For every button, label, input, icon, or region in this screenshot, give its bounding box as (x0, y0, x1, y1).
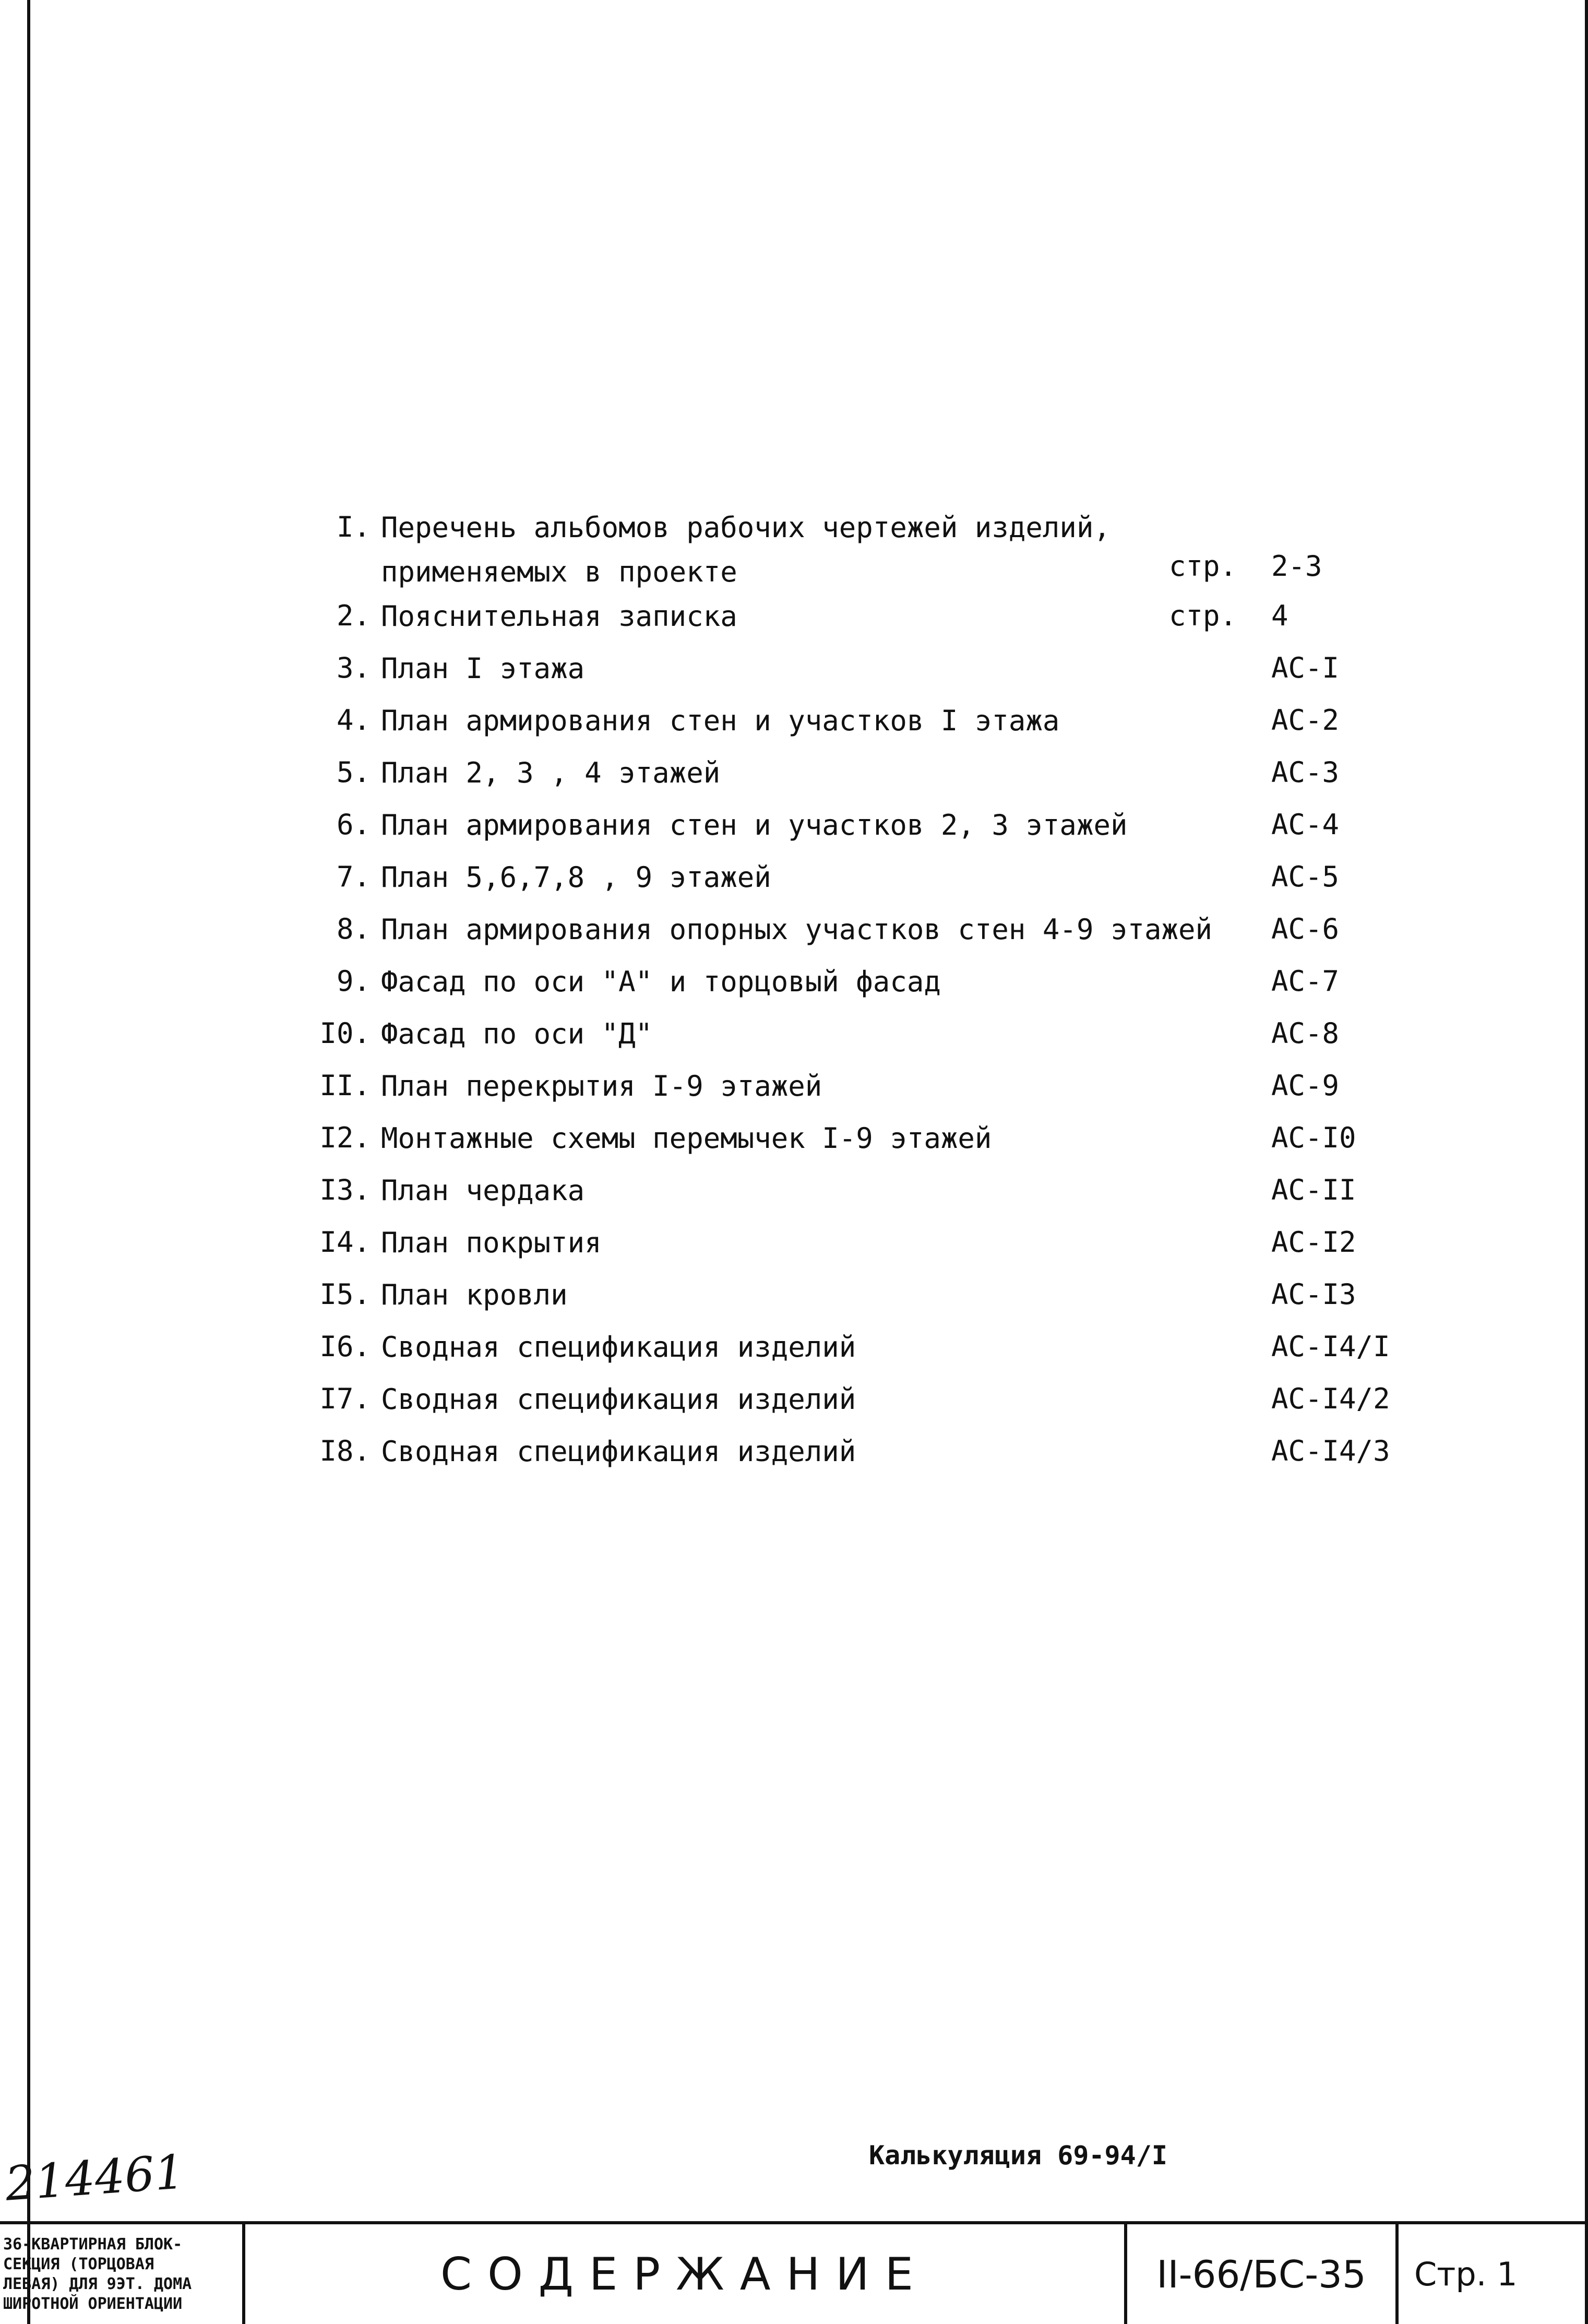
toc-row (292, 903, 1414, 955)
sheet-title: СОДЕРЖАНИЕ (245, 2224, 1127, 2324)
toc-number: 3. (336, 651, 371, 684)
toc-sheet-code: 4 (1271, 599, 1288, 632)
toc-sheet-code: АС-I (1271, 651, 1340, 684)
toc-row (292, 1425, 1414, 1477)
toc-row (292, 851, 1414, 903)
page-number: Стр. 1 (1414, 2255, 1518, 2293)
toc-page-prefix: стр. (1169, 599, 1237, 632)
toc-sheet-code: АС-7 (1271, 965, 1340, 998)
toc-number: 9. (336, 965, 371, 998)
toc-number: I3. (319, 1173, 371, 1206)
toc-row (292, 1112, 1414, 1164)
toc-row (292, 799, 1414, 851)
toc-row (292, 642, 1414, 694)
document-number: II-66/БС-35 (1127, 2224, 1399, 2324)
toc-sheet-code: АС-I2 (1271, 1226, 1356, 1259)
toc-title: Монтажные схемы перемычек I-9 этажей (381, 1122, 992, 1155)
toc-title: Сводная спецификация изделий (381, 1383, 856, 1416)
description-line: СЕКЦИЯ (ТОРЦОВАЯ (3, 2255, 154, 2273)
toc-title: Перечень альбомов рабочих чертежей изделий, применяемых в проекте (381, 511, 1111, 588)
toc-title: Фасад по оси "А" и торцовый фасад (381, 965, 941, 998)
toc-sheet-code: АС-4 (1271, 808, 1340, 841)
toc-row (292, 590, 1414, 642)
toc-number: I4. (319, 1226, 371, 1259)
toc-sheet-code: АС-3 (1271, 756, 1340, 789)
toc-sheet-code: АС-II (1271, 1173, 1356, 1206)
description-line: ШИРОТНОЙ ОРИЕНТАЦИИ (3, 2294, 183, 2313)
toc-row (292, 1007, 1414, 1060)
toc-title: План чердака (381, 1174, 585, 1207)
toc-number: I6. (319, 1330, 371, 1363)
description-line: 36-КВАРТИРНАЯ БЛОК- (3, 2235, 183, 2254)
handwritten-number: 214461 (3, 2144, 186, 2212)
toc-title: План кровли (381, 1278, 568, 1311)
toc-number: 6. (336, 808, 371, 841)
toc-sheet-code: АС-9 (1271, 1069, 1340, 1102)
toc-row (292, 694, 1414, 746)
toc-title: План 2, 3 , 4 этажей (381, 756, 721, 789)
toc-row (292, 1373, 1414, 1425)
toc-sheet-code: АС-I3 (1271, 1278, 1356, 1311)
toc-title: План покрытия (381, 1226, 602, 1259)
toc-number: 8. (336, 912, 371, 945)
toc-number: I8. (319, 1434, 371, 1467)
description-line: ЛЕВАЯ) ДЛЯ 9ЭТ. ДОМА (3, 2274, 192, 2293)
toc-row (292, 501, 1414, 590)
toc-number: I7. (319, 1382, 371, 1415)
toc-sheet-code: АС-6 (1271, 912, 1340, 945)
toc-row (292, 1060, 1414, 1112)
toc-title: План перекрытия I-9 этажей (381, 1070, 822, 1102)
toc-number: I2. (319, 1121, 371, 1154)
toc-page-prefix: стр. (1169, 550, 1237, 583)
toc-sheet-code: 2-3 (1271, 550, 1322, 583)
table-of-contents (292, 501, 1414, 1477)
toc-title: План I этажа (381, 652, 585, 685)
toc-title: План армирования опорных участков стен 4-9 этажей (381, 913, 1213, 946)
toc-sheet-code: АС-I0 (1271, 1121, 1356, 1154)
toc-number: II. (319, 1069, 371, 1102)
toc-title: План армирования стен и участков I этажа (381, 704, 1060, 737)
toc-row (292, 1164, 1414, 1216)
toc-sheet-code: АС-I4/2 (1271, 1382, 1390, 1415)
toc-row (292, 955, 1414, 1007)
toc-title: Пояснительная записка (381, 600, 737, 633)
toc-sheet-code: АС-2 (1271, 704, 1340, 737)
project-description (0, 2224, 245, 2324)
toc-sheet-code: АС-8 (1271, 1017, 1340, 1050)
toc-number: I5. (319, 1278, 371, 1311)
toc-title: План 5,6,7,8 , 9 этажей (381, 861, 771, 894)
toc-number: I0. (319, 1017, 371, 1050)
title-block (0, 2221, 1588, 2324)
toc-number: 2. (336, 599, 371, 632)
toc-number: 4. (336, 704, 371, 737)
toc-title: Фасад по оси "Д" (381, 1017, 653, 1050)
toc-row (292, 1268, 1414, 1321)
toc-sheet-code: АС-5 (1271, 860, 1340, 893)
toc-title: Сводная спецификация изделий (381, 1435, 856, 1468)
toc-number: I. (336, 511, 371, 543)
toc-row (292, 746, 1414, 799)
toc-number: 5. (336, 756, 371, 789)
toc-sheet-code: АС-I4/I (1271, 1330, 1390, 1363)
toc-row (292, 1216, 1414, 1268)
toc-title: Сводная спецификация изделий (381, 1331, 856, 1363)
toc-row (292, 1321, 1414, 1373)
toc-sheet-code: АС-I4/3 (1271, 1434, 1390, 1467)
toc-title: План армирования стен и участков 2, 3 этажей (381, 809, 1128, 841)
toc-number: 7. (336, 860, 371, 893)
calculation-reference: Калькуляция 69-94/I (869, 2140, 1167, 2171)
